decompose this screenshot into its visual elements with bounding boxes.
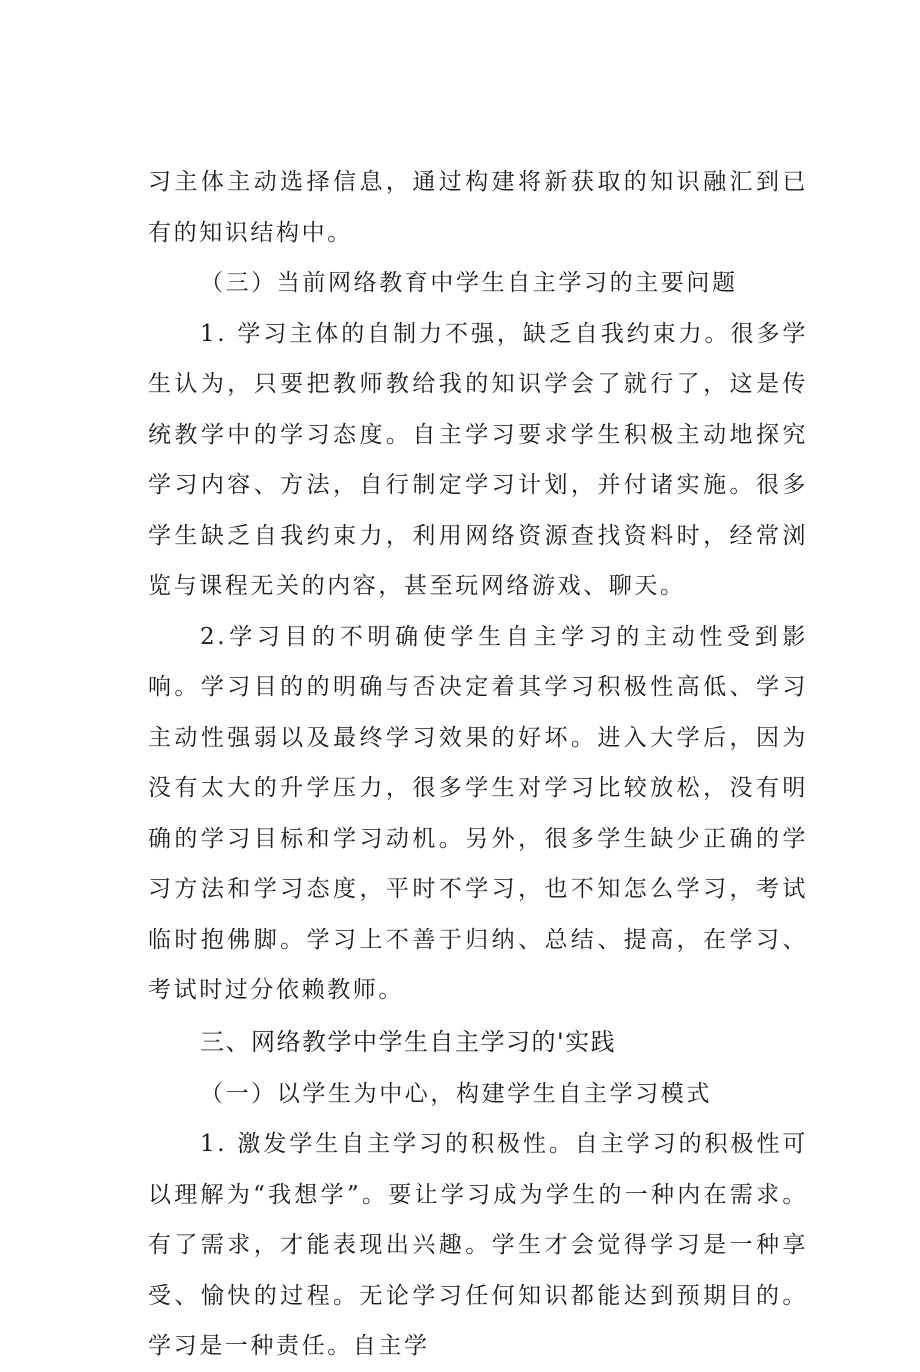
subheading-student-centered: （一）以学生为中心，构建学生自主学习模式 [200,1080,712,1107]
paragraph-motivation: 1. 激发学生自主学习的积极性。自主学习的积极性可以理解为“我想学”。要让学习成为学生的一种内在需求。有了需求，才能表现出兴趣。学生才会觉得学习是一种享受、愉快的过程。无论学习任何知识都能达到预期目的。学习是一种责任。自主学 [148,1131,808,1359]
paragraph-self-control: 1. 学习主体的自制力不强，缺乏自我约束力。很多学生认为，只要把教师教给我的知识学会了就行了，这是传统教学中的学习态度。自主学习要求学生积极主动地探究学习内容、方法，自行制定学习计划，并付诸实施。很多学生缺乏自我约束力，利用网络资源查找资料时，经常浏览与课程无关的内容，甚至玩网络游戏、聊天。 [148,320,808,599]
section-heading-practice: 三、网络教学中学生自主学习的'实践 [200,1027,617,1056]
paragraph-continuation: 习主体主动选择信息，通过构建将新获取的知识融汇到已有的知识结构中。 [148,169,808,246]
document-body [148,157,808,1372]
paragraph-learning-goals: 2.学习目的不明确使学生自主学习的主动性受到影响。学习目的的明确与否决定着其学习积极性高低、学习主动性强弱以及最终学习效果的好坏。进入大学后，因为没有太大的升学压力，很多学生对学习比较放松，没有明确的学习目标和学习动机。另外，很多学生缺少正确的学习方法和学习态度，平时不学习，也不知怎么学习，考试临时抱佛脚。学习上不善于归纳、总结、提高，在学习、考试时过分依赖教师。 [148,623,808,1003]
subheading-current-problems: （三）当前网络教育中学生自主学习的主要问题 [200,270,738,296]
